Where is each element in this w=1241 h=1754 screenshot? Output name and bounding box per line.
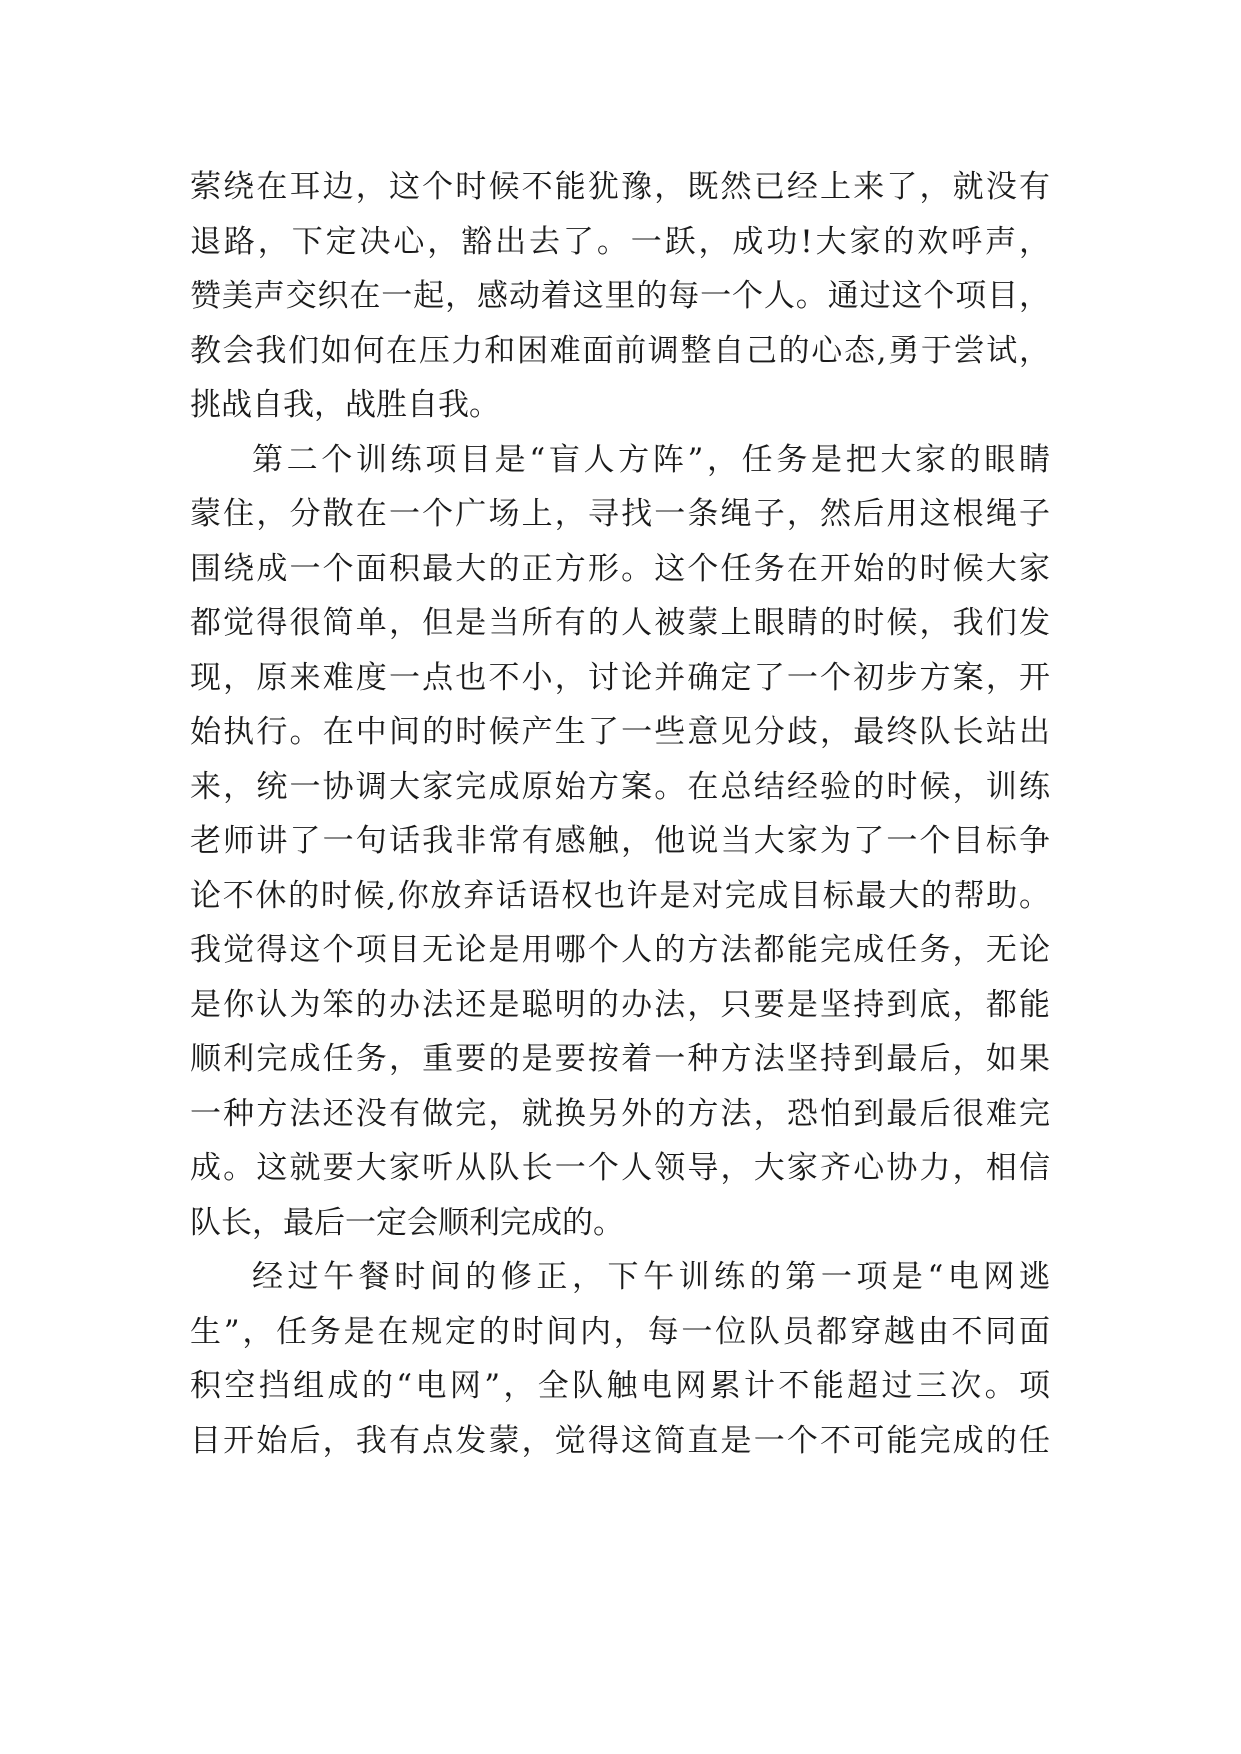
text-line: 一种方法还没有做完，就换另外的方法，恐怕到最后很难完 <box>190 1095 1050 1132</box>
text-line: 都觉得很简单，但是当所有的人被蒙上眼睛的时候，我们发 <box>190 605 1050 641</box>
text-line: 教会我们如何在压力和困难面前调整自己的心态,勇于尝试， <box>190 332 1050 369</box>
text-line: 经过午餐时间的修正，下午训练的第一项是“电网逃 <box>252 1259 1050 1295</box>
text-line: 围绕成一个面积最大的正方形。这个任务在开始的时候大家 <box>190 550 1050 587</box>
text-line: 生”，任务是在规定的时间内，每一位队员都穿越由不同面 <box>190 1313 1050 1350</box>
text-line: 队长，最后一定会顺利完成的。 <box>190 1204 624 1241</box>
paragraph-1 <box>190 160 1050 433</box>
text-line: 来，统一协调大家完成原始方案。在总结经验的时候，训练 <box>190 768 1050 805</box>
text-line: 蒙住，分散在一个广场上，寻找一条绳子，然后用这根绳子 <box>190 496 1050 532</box>
text-line: 赞美声交织在一起，感动着这里的每一个人。通过这个项目， <box>190 278 1050 314</box>
text-line: 老师讲了一句话我非常有感触，他说当大家为了一个目标争 <box>190 823 1050 859</box>
text-line: 退路，下定决心，豁出去了。一跃，成功!大家的欢呼声， <box>190 223 1050 260</box>
text-line: 现，原来难度一点也不小，讨论并确定了一个初步方案，开 <box>190 659 1050 696</box>
text-line: 论不休的时候,你放弃话语权也许是对完成目标最大的帮助。 <box>190 877 1050 914</box>
text-line: 目开始后，我有点发蒙，觉得这简直是一个不可能完成的任 <box>190 1422 1050 1459</box>
text-line: 始执行。在中间的时候产生了一些意见分歧，最终队长站出 <box>190 714 1050 750</box>
text-line: 挑战自我，战胜自我。 <box>190 387 500 423</box>
document-body <box>190 160 1050 1468</box>
text-line: 我觉得这个项目无论是用哪个人的方法都能完成任务，无论 <box>190 932 1050 968</box>
text-line: 积空挡组成的“电网”，全队触电网累计不能超过三次。项 <box>190 1368 1050 1404</box>
paragraph-3 <box>190 1250 1050 1468</box>
text-line: 是你认为笨的办法还是聪明的办法，只要是坚持到底，都能 <box>190 986 1050 1023</box>
text-line: 顺利完成任务，重要的是要按着一种方法坚持到最后，如果 <box>190 1041 1050 1077</box>
text-line: 第二个训练项目是“盲人方阵”，任务是把大家的眼睛 <box>252 441 1050 478</box>
paragraph-2 <box>190 433 1050 1251</box>
text-line: 成。这就要大家听从队长一个人领导，大家齐心协力，相信 <box>190 1150 1050 1186</box>
text-line: 萦绕在耳边，这个时候不能犹豫，既然已经上来了，就没有 <box>190 169 1050 205</box>
